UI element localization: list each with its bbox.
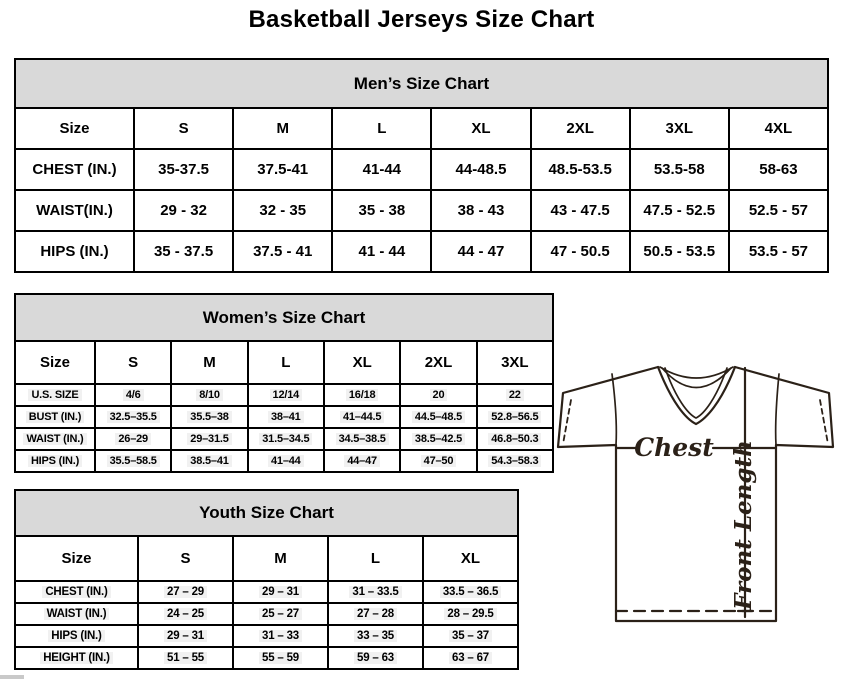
cell-text: 35 – 37 [449, 630, 492, 642]
cell-text: 38–41 [268, 411, 304, 423]
cell-text: WAIST (IN.) [44, 608, 110, 620]
corner-fragment [0, 675, 24, 679]
left-cuff-dashed-line [563, 400, 571, 444]
cell-text: 38 - 43 [457, 202, 505, 219]
value-cell [431, 190, 530, 231]
size-column-header: L [248, 341, 324, 384]
cell-text: 8/10 [196, 389, 223, 401]
cell-text: 47–50 [421, 455, 457, 467]
cell-text: 63 – 67 [449, 652, 492, 664]
cell-text: 47.5 - 52.5 [643, 202, 716, 219]
value-cell [95, 406, 171, 428]
table-title: Women’s Size Chart [15, 294, 553, 341]
cell-text: 29 – 31 [164, 630, 207, 642]
value-cell [233, 231, 332, 272]
cell-text: 37.5 - 41 [253, 243, 313, 260]
value-cell [233, 190, 332, 231]
cell-text: 44-48.5 [455, 161, 507, 178]
cell-text: 29 - 32 [160, 202, 207, 219]
jersey-illustration [555, 355, 835, 655]
table-row [15, 450, 553, 472]
size-column-header: M [233, 108, 332, 149]
size-column-header: M [233, 536, 328, 581]
cell-text: 55 – 59 [259, 652, 302, 664]
value-cell [400, 406, 476, 428]
value-cell [324, 450, 400, 472]
cell-text: BUST (IN.) [26, 411, 84, 423]
size-column-header: 4XL [729, 108, 828, 149]
value-cell [134, 149, 233, 190]
value-cell [477, 450, 553, 472]
value-cell [134, 190, 233, 231]
table-title: Men’s Size Chart [15, 59, 828, 108]
size-header-cell: Size [15, 341, 95, 384]
cell-text: 35-37.5 [158, 161, 209, 178]
table-header-row [15, 108, 828, 149]
value-cell [729, 231, 828, 272]
value-cell [134, 231, 233, 272]
value-cell [531, 190, 630, 231]
cell-text: HEIGHT (IN.) [40, 652, 113, 664]
chest-label: Chest [634, 433, 714, 462]
value-cell [400, 428, 476, 450]
value-cell [324, 428, 400, 450]
value-cell [138, 647, 233, 669]
cell-text: 38.5–41 [187, 455, 231, 467]
right-cuff-dashed-line [820, 400, 828, 444]
table-title-row [15, 490, 518, 536]
cell-text: 43 - 47.5 [550, 202, 610, 219]
value-cell [729, 149, 828, 190]
value-cell [248, 450, 324, 472]
cell-text: 33.5 – 36.5 [440, 586, 501, 598]
cell-text: HIPS (IN.) [48, 630, 104, 642]
value-cell [248, 428, 324, 450]
value-cell [423, 581, 518, 603]
value-cell [233, 603, 328, 625]
row-label [15, 581, 138, 603]
size-column-header: 3XL [630, 108, 729, 149]
size-header-cell: Size [15, 536, 138, 581]
row-label [15, 149, 134, 190]
cell-text: 52.8–56.5 [488, 411, 541, 423]
womens-size-table [14, 293, 554, 473]
value-cell [233, 149, 332, 190]
value-cell [171, 450, 247, 472]
value-cell [328, 625, 423, 647]
value-cell [477, 406, 553, 428]
table-title-row [15, 59, 828, 108]
value-cell [531, 231, 630, 272]
size-column-header: S [138, 536, 233, 581]
cell-text: 32 - 35 [259, 202, 307, 219]
table-row [15, 647, 518, 669]
cell-text: 27 – 29 [164, 586, 207, 598]
cell-text: 31.5–34.5 [259, 433, 312, 445]
value-cell [328, 581, 423, 603]
cell-text: 4/6 [123, 389, 144, 401]
left-sleeve-seam [612, 374, 616, 445]
row-label [15, 231, 134, 272]
cell-text: 35.5–38 [187, 411, 231, 423]
value-cell [233, 581, 328, 603]
size-column-header: XL [431, 108, 530, 149]
cell-text: 35.5–58.5 [107, 455, 160, 467]
cell-text: 24 – 25 [164, 608, 207, 620]
cell-text: 59 – 63 [354, 652, 397, 664]
cell-text: 53.5 - 57 [748, 243, 809, 260]
cell-text: 33 – 35 [354, 630, 397, 642]
cell-text: 28 – 29.5 [444, 608, 496, 620]
value-cell [138, 603, 233, 625]
value-cell [729, 190, 828, 231]
cell-text: 32.5–35.5 [107, 411, 160, 423]
cell-text: 12/14 [270, 389, 303, 401]
row-label [15, 450, 95, 472]
size-column-header: XL [324, 341, 400, 384]
value-cell [423, 647, 518, 669]
value-cell [423, 603, 518, 625]
value-cell [138, 581, 233, 603]
table-row [15, 231, 828, 272]
value-cell [324, 406, 400, 428]
size-column-header: L [328, 536, 423, 581]
size-column-header: 2XL [400, 341, 476, 384]
value-cell [531, 149, 630, 190]
cell-text: 50.5 - 53.5 [643, 243, 716, 260]
table-row [15, 625, 518, 647]
value-cell [248, 384, 324, 406]
cell-text: 44–47 [344, 455, 380, 467]
value-cell [171, 428, 247, 450]
value-cell [332, 190, 431, 231]
value-cell [248, 406, 324, 428]
value-cell [423, 625, 518, 647]
cell-text: 41–44 [268, 455, 304, 467]
cell-text: 35 - 38 [358, 202, 406, 219]
table-row [15, 428, 553, 450]
cell-text: 41-44 [362, 161, 402, 178]
jersey-diagram [555, 355, 835, 655]
cell-text: 38.5–42.5 [412, 433, 465, 445]
value-cell [233, 625, 328, 647]
value-cell [630, 231, 729, 272]
cell-text: WAIST(IN.) [36, 202, 113, 219]
row-label [15, 384, 95, 406]
cell-text: 29 – 31 [259, 586, 302, 598]
row-label [15, 647, 138, 669]
cell-text: 41–44.5 [340, 411, 384, 423]
row-label [15, 406, 95, 428]
cell-text: 25 – 27 [259, 608, 302, 620]
cell-text: 26–29 [115, 433, 151, 445]
value-cell [431, 231, 530, 272]
value-cell [328, 647, 423, 669]
table-row [15, 384, 553, 406]
size-column-header: L [332, 108, 431, 149]
value-cell [171, 384, 247, 406]
cell-text: 31 – 33.5 [349, 586, 401, 598]
cell-text: 52.5 - 57 [748, 202, 809, 219]
size-column-header: XL [423, 536, 518, 581]
value-cell [630, 149, 729, 190]
value-cell [328, 603, 423, 625]
cell-text: 20 [430, 389, 448, 401]
cell-text: 27 – 28 [354, 608, 397, 620]
cell-text: 35 - 37.5 [153, 243, 214, 260]
value-cell [138, 625, 233, 647]
cell-text: 44.5–48.5 [412, 411, 465, 423]
table-row [15, 603, 518, 625]
youth-size-table [14, 489, 519, 670]
value-cell [630, 190, 729, 231]
table-header-row [15, 536, 518, 581]
value-cell [233, 647, 328, 669]
value-cell [95, 384, 171, 406]
front-length-label: Front Length [730, 440, 757, 610]
row-label [15, 190, 134, 231]
cell-text: U.S. SIZE [28, 389, 81, 401]
cell-text: 46.8–50.3 [488, 433, 541, 445]
table-title-row [15, 294, 553, 341]
collar-inner-v [665, 368, 727, 418]
value-cell [477, 384, 553, 406]
size-header-cell: Size [15, 108, 134, 149]
mens-size-table [14, 58, 829, 273]
value-cell [324, 384, 400, 406]
cell-text: 53.5-58 [653, 161, 705, 178]
table-row [15, 149, 828, 190]
cell-text: 41 - 44 [358, 243, 406, 260]
value-cell [400, 384, 476, 406]
table-row [15, 406, 553, 428]
row-label [15, 428, 95, 450]
cell-text: 31 – 33 [259, 630, 302, 642]
cell-text: HIPS (IN.) [40, 243, 109, 260]
cell-text: 37.5-41 [257, 161, 309, 178]
value-cell [95, 428, 171, 450]
right-sleeve-seam [776, 374, 779, 445]
row-label [15, 625, 138, 647]
table-title: Youth Size Chart [15, 490, 518, 536]
cell-text: 29–31.5 [187, 433, 231, 445]
size-column-header: S [95, 341, 171, 384]
size-column-header: 3XL [477, 341, 553, 384]
value-cell [400, 450, 476, 472]
cell-text: CHEST (IN.) [42, 586, 110, 598]
cell-text: HIPS (IN.) [28, 455, 82, 467]
value-cell [332, 149, 431, 190]
size-column-header: M [171, 341, 247, 384]
value-cell [431, 149, 530, 190]
cell-text: 47 - 50.5 [550, 243, 610, 260]
cell-text: 16/18 [346, 389, 379, 401]
table-row [15, 581, 518, 603]
cell-text: 44 - 47 [457, 243, 505, 260]
cell-text: WAIST (IN.) [23, 433, 86, 445]
jersey-outline [558, 367, 833, 621]
cell-text: 51 – 55 [164, 652, 207, 664]
size-column-header: S [134, 108, 233, 149]
table-row [15, 190, 828, 231]
value-cell [95, 450, 171, 472]
page-title: Basketball Jerseys Size Chart [248, 6, 595, 33]
table-header-row [15, 341, 553, 384]
cell-text: 34.5–38.5 [336, 433, 389, 445]
cell-text: 22 [506, 389, 524, 401]
value-cell [477, 428, 553, 450]
cell-text: 48.5-53.5 [548, 161, 612, 178]
value-cell [332, 231, 431, 272]
size-column-header: 2XL [531, 108, 630, 149]
row-label [15, 603, 138, 625]
cell-text: 58-63 [759, 161, 798, 178]
cell-text: CHEST (IN.) [32, 161, 117, 178]
value-cell [171, 406, 247, 428]
cell-text: 54.3–58.3 [488, 455, 541, 467]
